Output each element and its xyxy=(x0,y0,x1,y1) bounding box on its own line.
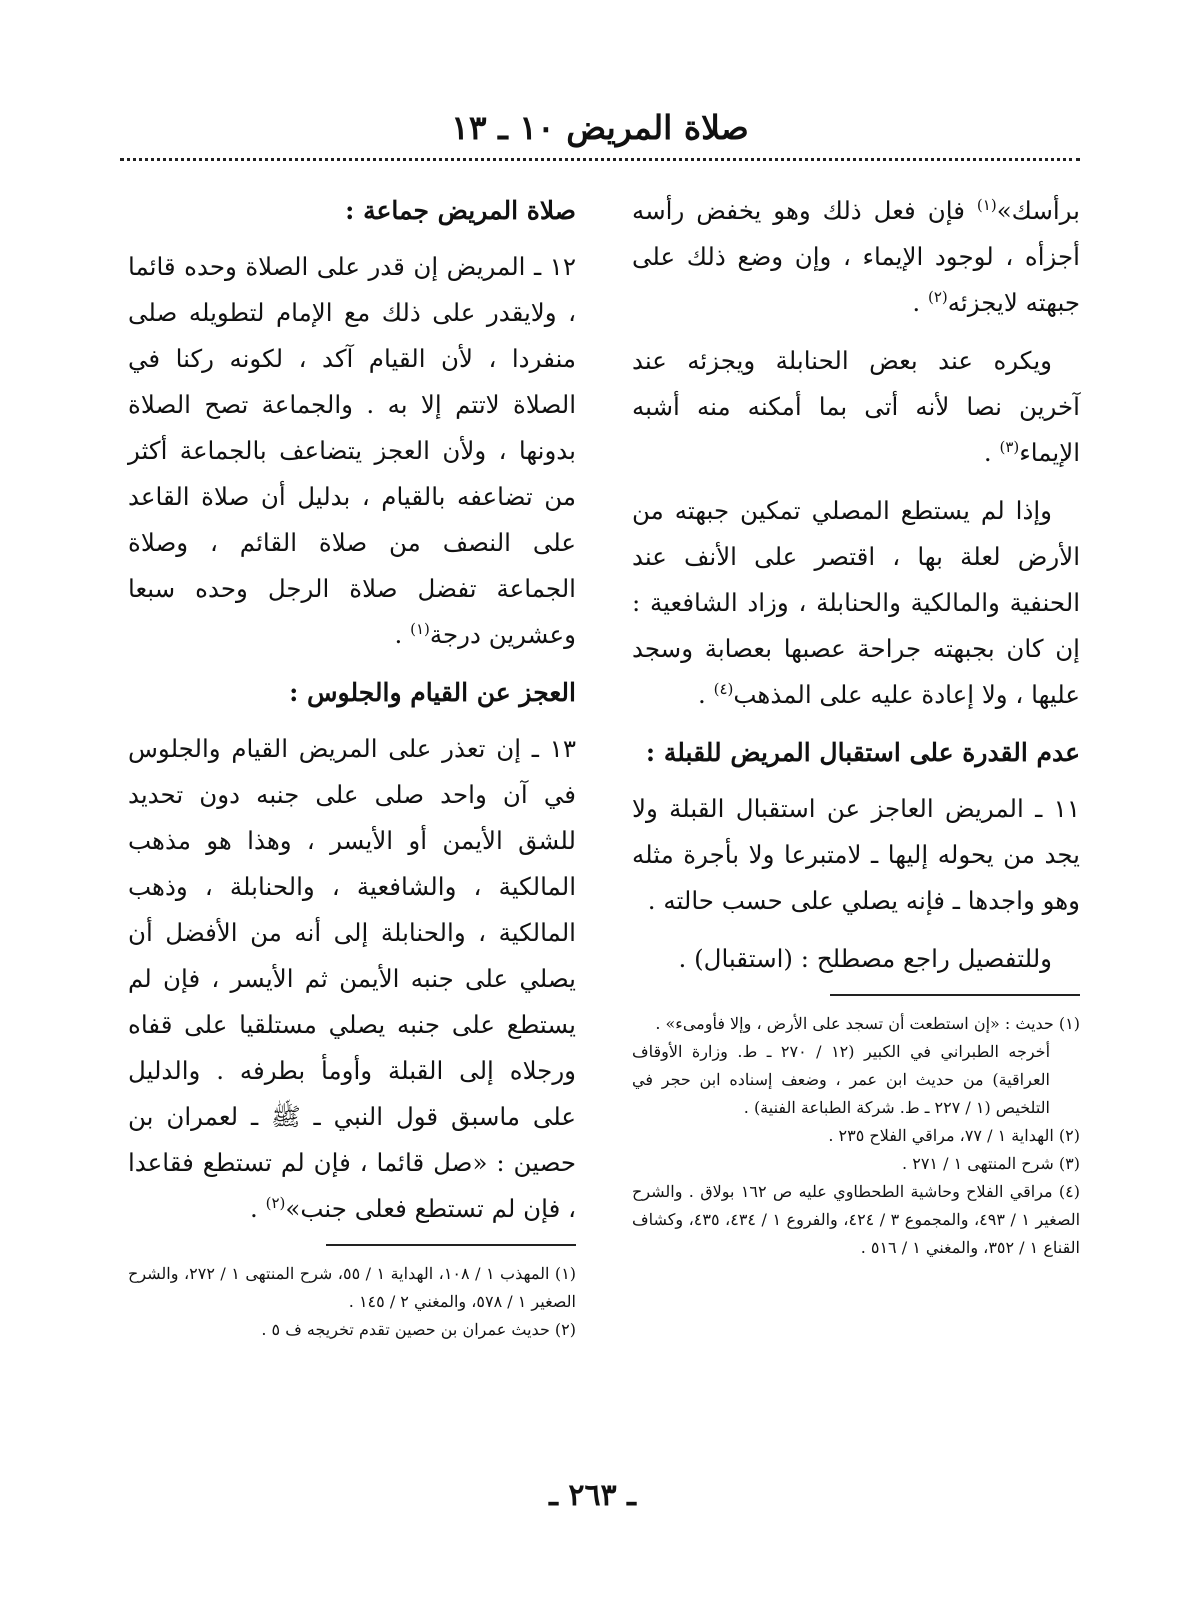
paragraph: وللتفصيل راجع مصطلح : (استقبال) . xyxy=(678,944,1052,973)
footnote: (١) حديث : «إن استطعت أن تسجد على الأرض ، وإلا فأومىء» . xyxy=(655,1014,1080,1033)
paragraph: ١٢ ـ المريض إن قدر على الصلاة وحده قائما ، ولايقدر على ذلك مع الإمام لتطويله صلى منفردا ، لأن القيام آكد ، لكونه ركنا في الصلاة لاتتم إلا به . والجماعة تصح الصلاة بدونها ، ولأن العجز يتضاعف بالجماعة أكثر من تضاعفه بالقيام ، بدليل أن صلاة القاعد على النصف من صلاة القائم ، وصلاة الجماعة تفضل صلاة الرجل وحده سبعا وعشرين درجة$^{(١)}$ . xyxy=(128,252,576,649)
left-column xyxy=(128,188,576,1344)
section-heading: العجز عن القيام والجلوس : xyxy=(289,678,576,707)
header-divider xyxy=(120,158,1080,161)
paragraph: ١٣ ـ إن تعذر على المريض القيام والجلوس في آن واحد صلى على جنبه دون تحديد للشق الأيمن أو الأيسر ، وهذا هو مذهب المالكية ، والشافعية ، والحنابلة ، وذهب المالكية ، والحنابلة إلى أنه من الأفضل أن يصلي على جنبه الأيمن ثم الأيسر ، فإن لم يستطع على جنبه يصلي مستلقيا على قفاه ورجلاه إلى القبلة وأومأ بطرفه . والدليل على ماسبق قول النبي ـ ﷺ ـ لعمران بن حصين : «صل قائما ، فإن لم تستطع فقاعدا ، فإن لم تستطع فعلى جنب»$^{(٢)}$ . xyxy=(128,734,576,1223)
footnote-divider xyxy=(830,994,1080,996)
footnote: (٤) مراقي الفلاح وحاشية الطحطاوي عليه ص ١٦٢ بولاق . والشرح الصغير ١ / ٤٩٣، والمجموع ٣ / ٤٢٤، والفروع ١ / ٤٣٤، ٤٣٥، وكشاف القناع ١ / ٣٥٢، والمغني ١ / ٥١٦ . xyxy=(632,1182,1081,1257)
paragraph: ١١ ـ المريض العاجز عن استقبال القبلة ولا يجد من يحوله إليها ـ لامتبرعا ولا بأجرة مثله وهو واجدها ـ فإنه يصلي على حسب حالته . xyxy=(632,794,1080,915)
footnote-ref: (٢) xyxy=(927,287,948,306)
footnote: (١) المهذب ١ / ١٠٨، الهداية ١ / ٥٥، شرح المنتهى ١ / ٢٧٢، والشرح الصغير ١ / ٥٧٨، والمغني ٢ / ١٤٥ . xyxy=(128,1264,577,1311)
footnote: (٣) شرح المنتهى ١ / ٢٧١ . xyxy=(902,1154,1080,1173)
footnote-ref: (٣) xyxy=(999,437,1020,456)
footnote: (٢) الهداية ١ / ٧٧، مراقي الفلاح ٢٣٥ . xyxy=(828,1126,1080,1145)
footnote: (٢) حديث عمران بن حصين تقدم تخريجه ف ٥ . xyxy=(261,1320,576,1339)
paragraph: ويكره عند بعض الحنابلة ويجزئه عند آخرين نصا لأنه أتى بما أمكنه منه أشبه الإيماء$^{(٣)}$ . xyxy=(632,346,1080,467)
right-column xyxy=(632,188,1080,1262)
footnote-ref: (٤) xyxy=(713,679,734,698)
footnote-ref: (٢) xyxy=(265,1193,286,1212)
paragraph: وإذا لم يستطع المصلي تمكين جبهته من الأرض لعلة بها ، اقتصر على الأنف عند الحنفية والمالكية والحنابلة ، وزاد الشافعية : إن كان بجبهته جراحة عصبها بعصابة وسجد عليها ، ولا إعادة عليه على المذهب$^{(٤)}$ . xyxy=(632,496,1080,709)
footnote-divider xyxy=(326,1244,576,1246)
paragraph: برأسك»$^{(١)}$ فإن فعل ذلك وهو يخفض رأسه أجزأه ، لوجود الإيماء ، وإن وضع ذلك على جبهته لايجزئه$^{(٢)}$ . xyxy=(632,195,1080,317)
page-number: ـ ٢٦٣ ـ xyxy=(549,1478,636,1513)
section-heading: عدم القدرة على استقبال المريض للقبلة : xyxy=(645,738,1080,767)
footnote: أخرجه الطبراني في الكبير (١٢ / ٢٧٠ ـ ط. وزارة الأوقاف العراقية) من حديث ابن عمر ، وضعف إسناده ابن حجر في التلخيص (١ / ٢٢٧ ـ ط. شركة الطباعة الفنية) . xyxy=(632,1042,1051,1117)
footnote-ref: (١) xyxy=(410,619,430,638)
footnote-ref: (١) xyxy=(976,195,997,214)
section-heading: صلاة المريض جماعة : xyxy=(345,196,576,225)
page-header: صلاة المريض ١٠ ـ ١٣ xyxy=(451,108,749,147)
